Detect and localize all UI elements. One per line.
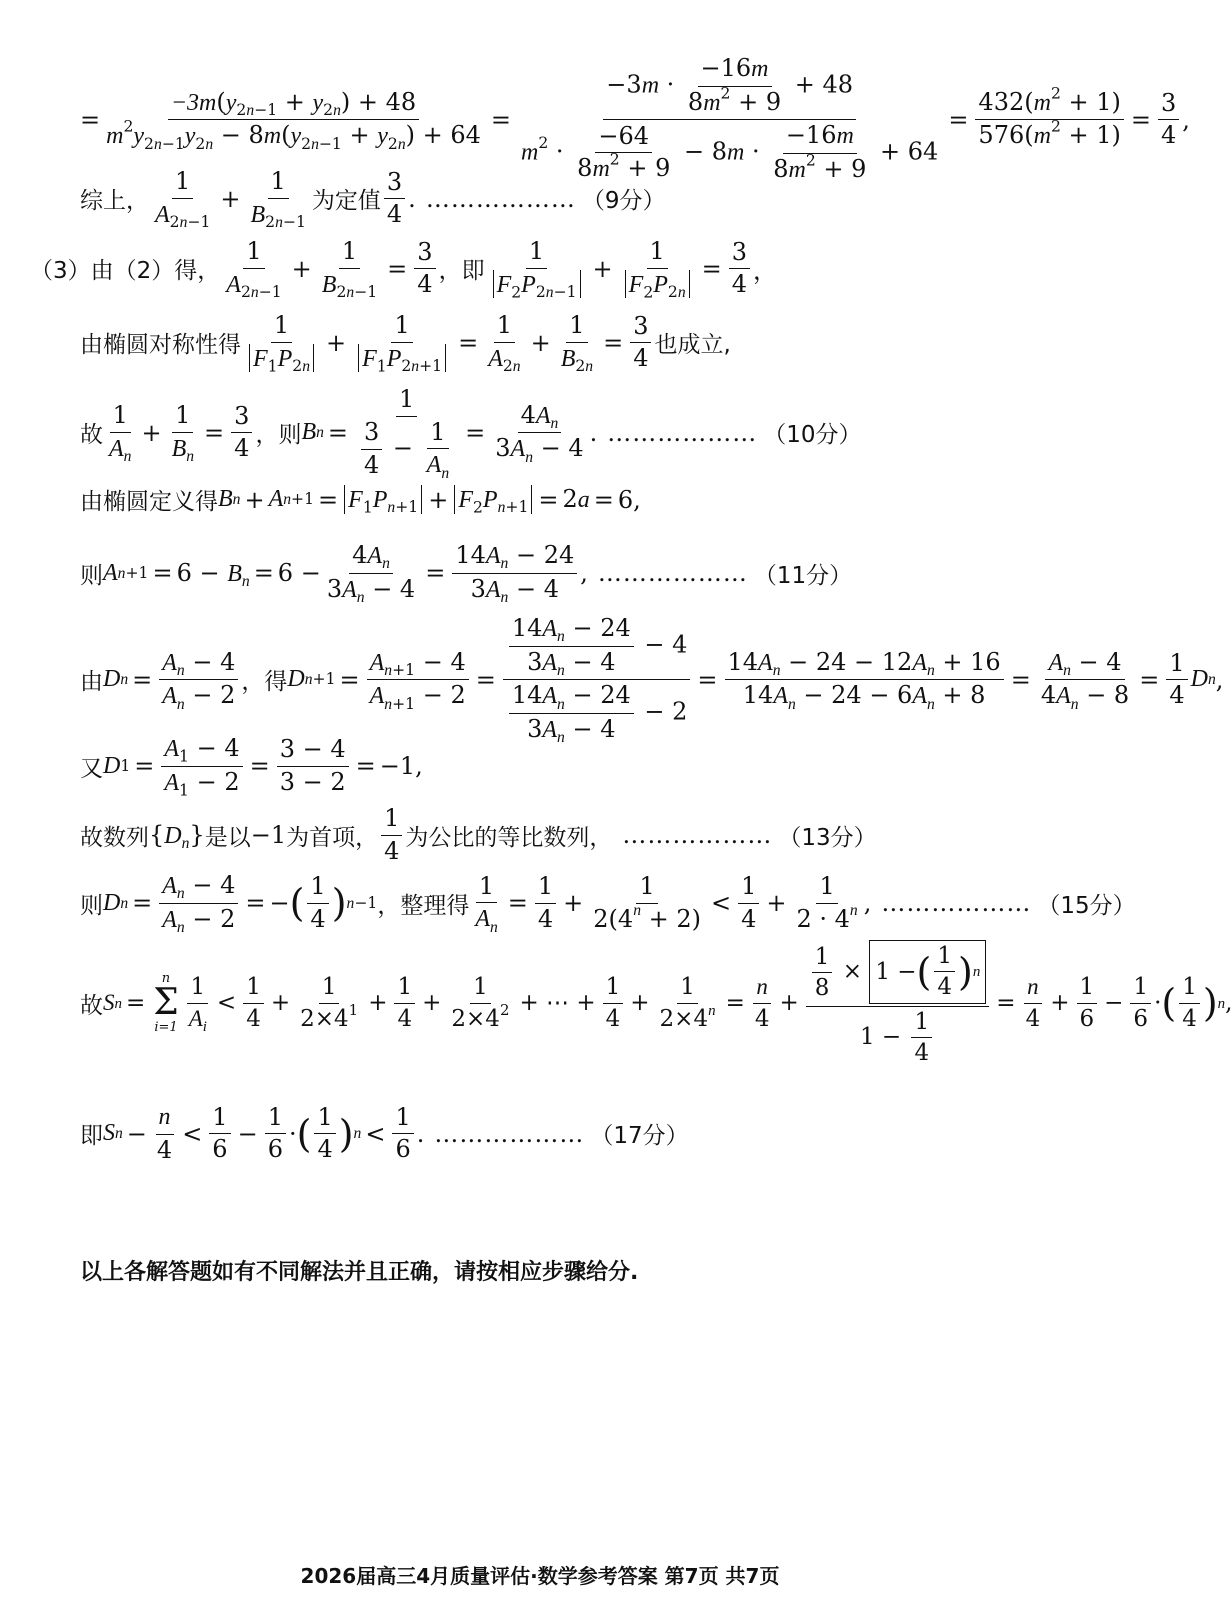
score-mark: （15分） (1037, 892, 1136, 919)
fraction: $\frac{3}{4}$ (1158, 90, 1179, 150)
formula-line-9: 又 D 1 = $\frac{A_1 - 4}{A_1 - 2}$ = $\frac{3 - 4}{3 - 2}$ = −1 , (80, 734, 423, 800)
text: 故数列 (80, 824, 149, 851)
text: 故 (80, 422, 103, 449)
score-mark: （13分） (778, 824, 877, 851)
formula-line-6: 由椭圆定义得 B n + A n+1 = $F_1P_{n+1}$ + $F_2P_{n+1}$ = 2a = 6 , (80, 485, 641, 517)
leader-dots: ……………… (425, 184, 576, 213)
text: ，即 (438, 258, 485, 285)
fraction: $\frac{-3m(y_{2n-1} + y_{2n}) + 48}{m^2y_{2n-1}y_{2n} - 8m(y_{2n-1} + y_{2n}) + 64}$ (106, 87, 481, 153)
part-label: （3）由（2）得， (30, 258, 221, 285)
leader-dots: ……………… (597, 559, 748, 588)
formula-line-13: 即 S n − $\frac{n}{4}$ < $\frac{1}{6}$ − $\frac{1}{6}$ · ( $\frac{1}{4}$ ) n < $\frac{1}{6}$ . ……………… （17分） (80, 1102, 689, 1164)
formula-line-2: 综上， $\frac{1}{A_{2n-1}}$ + $\frac{1}{B_{2n-1}}$ 为定值 $\frac{3}{4}$ . ……………… （9分） (80, 167, 666, 232)
note-text: 以上各解答题如有不同解法并且正确，请按相应步骤给分. (80, 1260, 639, 1285)
leader-dots: ……………… (881, 889, 1032, 918)
page-footer: 2026届高三4月质量评估·数学参考答案 第7页 共7页 (300, 1564, 780, 1588)
formula-line-12: 故 S n = n Σ i=1 $\frac{1}{A_i}$ < $\frac{1}{4}$ + $\frac{1}{2\times 4^1}$ + $\frac{1}{4}$ + $\frac{1}{2\times 4^2}$ + ⋯ + $\frac{1}{4}$ + $\frac{1}{2\times 4^n}$ = $\frac{n}{4}$ + $\frac{1}{8}$ × 1 − ( $\frac{1}{4}$ ) n 1 − $\frac{1}{4}$ = $\frac{n}{4}$ + $\frac{1}{6}$ − $\frac{1}{6}$ · ( $\frac{1}{4}$ ) n , (80, 940, 1080, 1067)
text: 为首项， (286, 824, 379, 851)
text: ，整理得 (377, 892, 470, 919)
comma: , (415, 752, 423, 781)
leader-dots: ……………… (622, 821, 773, 850)
text: 故 (80, 992, 103, 1019)
equals-sign: = (80, 105, 101, 134)
fraction: −3m · $\frac{-16m}{8m^2 + 9}$ + 48 $m^2$ · $\frac{-64}{8m^2 + 9}$ − 8m · $\frac{-16m}{8m^2 + 9}$ + 64 (521, 54, 939, 183)
formula-line-3: （3）由（2）得， $\frac{1}{A_{2n-1}}$ + $\frac{1}{B_{2n-1}}$ = $\frac{3}{4}$ ，即 $\frac{1}{F_2P_{2n-1}}$ + $\frac{1}{F_2P_{2n}}$ = $\frac{3}{4}$ ， (30, 237, 778, 302)
score-mark: （17分） (590, 1123, 689, 1150)
fraction: $\frac{432(m^2 + 1)}{576(m^2 + 1)}$ (975, 89, 1123, 151)
score-mark: （10分） (763, 422, 862, 449)
text: 为定值 (311, 188, 381, 215)
text: 也成立, (654, 332, 731, 359)
text: 则 (80, 892, 103, 919)
text: 是以 (204, 824, 251, 851)
formula-line-11: 则 D n = $\frac{A_n - 4}{A_n - 2}$ = − ( $\frac{1}{4}$ ) n−1 ，整理得 $\frac{1}{A_n}$ = $\frac{1}{4}$ + $\frac{1}{2(4^n + 2)}$ < $\frac{1}{4}$ + $\frac{1}{2 \cdot 4^n}$ , ……………… （15分） (80, 871, 1136, 937)
comma: ， (753, 257, 778, 286)
text: 则 (80, 562, 103, 589)
text: 由椭圆定义得 (80, 489, 218, 515)
formula-line-8: 由 D n = $\frac{A_n - 4}{A_n - 2}$ ，得 D n+1 = $\frac{A_{n+1} - 4}{A_{n+1} - 2}$ = $\frac{14A_n - 24}{3A_n - 4}$ − 4 $\frac{14A_n - 24}{3A_n - 4}$ − 2 = $\frac{14A_n - 24 - 12A_n + 16}{14A_n - 24 - 6A_n + 8}$ = $\frac{A_n - 4}{4A_n - 8}$ = $\frac{1}{4}$ D n , (80, 614, 1224, 747)
text: 即 (80, 1123, 103, 1150)
formula-line-7: 则 A n+1 = $6 - B_n$ = 6 − $\frac{4A_n}{3A_n - 4}$ = $\frac{14A_n - 24}{3A_n - 4}$ , ……………… （11分） (80, 541, 853, 607)
formula-line-5: 故 $\frac{1}{A_n}$ + $\frac{1}{B_n}$ = $\frac{3}{4}$ ，则 B n = 1 $\frac{3}{4}$ − $\frac{1}{A_n}$ = $\frac{4A_n}{3A_n - 4}$ . ……………… （10分） (80, 385, 862, 482)
formula-line-10: 故数列 $\{D_n\}$ 是以 −1 为首项， $\frac{1}{4}$ 为公比的等比数列， ……………… （13分） (80, 804, 877, 865)
label: 综上， (80, 188, 149, 215)
comma: , (633, 485, 641, 514)
text: 由椭圆对称性得 (80, 332, 241, 359)
period: . (408, 184, 416, 213)
leader-dots: ……………… (434, 1119, 585, 1148)
leader-dots: ……………… (607, 418, 758, 447)
grading-note (80, 1255, 1080, 1286)
text: 为公比的等比数列， (405, 824, 613, 851)
score-mark: （11分） (753, 562, 853, 589)
text: ，得 (241, 669, 288, 696)
text: 又 (80, 755, 103, 782)
text: ，则 (255, 422, 302, 449)
score-mark: （9分） (581, 188, 666, 215)
text: 由 (80, 669, 103, 696)
formula-line-1: = $\frac{-3m(y_{2n-1} + y_{2n}) + 48}{m^2y_{2n-1}y_{2n} - 8m(y_{2n-1} + y_{2n}) + 64}$ = −3m · $\frac{-16m}{8m^2 + 9}$ + 48 $m^2$ · $\frac{-64}{8m^2 + 9}$ − 8m · $\frac{-16m}{8m^2 + 9}$ + 64 = $\frac{432(m^2 + 1)}{576(m^2 + 1)}$ = $\frac{3}{4}$ , (80, 54, 1190, 183)
formula-line-4: 由椭圆对称性得 $\frac{1}{F_1P_{2n}}$ + $\frac{1}{F_1P_{2n+1}}$ = $\frac{1}{A_{2n}}$ + $\frac{1}{B_{2n}}$ = $\frac{3}{4}$ 也成立, (80, 311, 731, 376)
